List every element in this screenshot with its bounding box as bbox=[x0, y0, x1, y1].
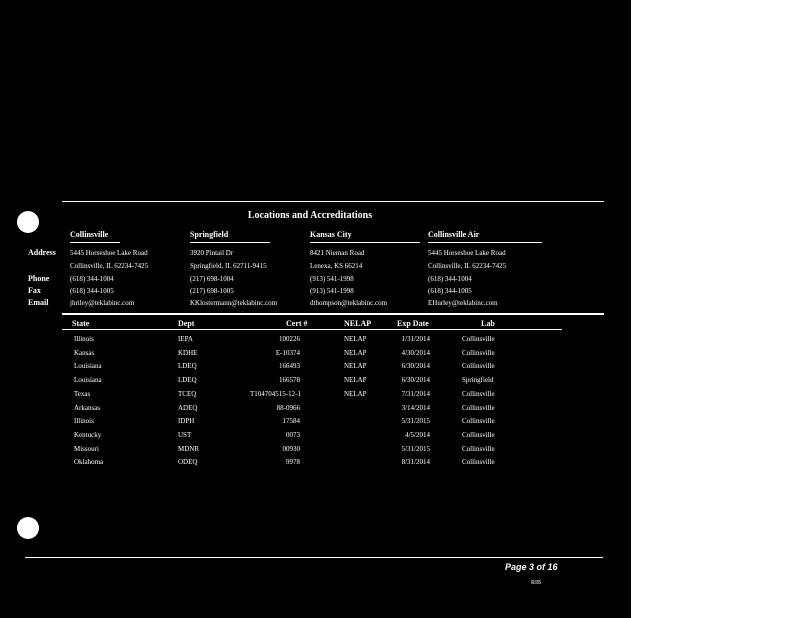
phone-value: (913) 541-1998 bbox=[310, 275, 354, 283]
cell-cert: 0073 bbox=[286, 430, 300, 439]
location-underline bbox=[310, 242, 420, 243]
fax-value: (618) 344-1005 bbox=[70, 287, 114, 295]
footer-code: RIB bbox=[531, 580, 542, 586]
cell-cert: 166578 bbox=[279, 376, 300, 385]
cell-dept: LDEQ bbox=[178, 362, 197, 371]
location-underline bbox=[428, 242, 542, 243]
column-header-dept: Dept bbox=[178, 319, 195, 328]
email-link[interactable]: dthompson@teklabinc.com bbox=[310, 299, 388, 307]
column-header-exp-date: Exp Date bbox=[397, 319, 429, 328]
cell-nelap: NELAP bbox=[344, 348, 367, 357]
cell-lab: Collinsville bbox=[462, 403, 495, 412]
cell-exp-date: 3/14/2014 bbox=[401, 403, 430, 412]
address-line-2: Collinsville, IL 62234-7425 bbox=[428, 262, 507, 270]
email-link[interactable]: EHurley@teklabinc.com bbox=[428, 299, 498, 307]
cell-dept: UST bbox=[178, 430, 192, 439]
row-label-phone: Phone bbox=[28, 274, 50, 283]
cell-state: Missouri bbox=[74, 444, 99, 453]
punch-hole-top bbox=[17, 211, 39, 233]
cell-nelap: NELAP bbox=[344, 389, 367, 398]
cell-state: Louisiana bbox=[74, 362, 102, 371]
cell-exp-date: 8/31/2014 bbox=[401, 458, 430, 467]
address-line-1: 3920 Pintail Dr bbox=[190, 249, 234, 257]
page-number: Page 3 of 16 bbox=[505, 562, 558, 572]
cell-dept: ODEQ bbox=[178, 458, 198, 467]
cell-exp-date: 7/31/2014 bbox=[401, 389, 430, 398]
cell-lab: Collinsville bbox=[462, 444, 495, 453]
cell-cert: 9978 bbox=[286, 458, 300, 467]
cell-lab: Collinsville bbox=[462, 458, 495, 467]
column-header-state: State bbox=[72, 319, 90, 328]
cell-cert: 166493 bbox=[279, 362, 300, 371]
fax-value: (217) 698-1005 bbox=[190, 287, 234, 295]
cell-exp-date: 6/30/2014 bbox=[401, 362, 430, 371]
cell-nelap: NELAP bbox=[344, 335, 367, 343]
location-name: Springfield bbox=[190, 230, 229, 239]
phone-value: (618) 344-1004 bbox=[70, 275, 114, 283]
address-line-1: 5445 Horseshoe Lake Road bbox=[70, 249, 148, 257]
footer-rule bbox=[25, 557, 603, 558]
column-header-cert: Cert # bbox=[286, 319, 308, 328]
punch-hole-bottom bbox=[17, 517, 39, 539]
address-line-2: Springfield, IL 62711-9415 bbox=[190, 262, 267, 270]
cell-exp-date: 5/31/2015 bbox=[401, 444, 430, 453]
cell-cert: 00930 bbox=[282, 444, 300, 453]
cell-state: Illinois bbox=[74, 417, 94, 426]
page-title: Locations and Accreditations bbox=[247, 210, 373, 221]
cell-cert: 88-0966 bbox=[276, 403, 300, 412]
email-link[interactable]: jhriley@teklabinc.com bbox=[70, 299, 135, 307]
row-label-fax: Fax bbox=[28, 286, 41, 295]
cell-exp-date: 4/5/2014 bbox=[405, 430, 430, 439]
cell-cert: 17584 bbox=[282, 417, 300, 426]
cell-exp-date: 5/31/2015 bbox=[401, 417, 430, 426]
cell-state: Oklahoma bbox=[74, 458, 104, 467]
cell-state: Kansas bbox=[74, 348, 95, 357]
cell-nelap: NELAP bbox=[344, 362, 367, 371]
cell-lab: Collinsville bbox=[462, 348, 495, 357]
location-name: Kansas City bbox=[310, 230, 352, 239]
row-label-email: Email bbox=[28, 298, 49, 307]
cell-dept: LDEQ bbox=[178, 376, 197, 385]
cell-lab: Collinsville bbox=[462, 362, 495, 371]
section-divider bbox=[62, 313, 604, 315]
cell-dept: TCEQ bbox=[178, 389, 197, 398]
address-line-2: Lenexa, KS 66214 bbox=[310, 262, 363, 270]
fax-value: (913) 541-1998 bbox=[310, 287, 354, 295]
cell-lab: Collinsville bbox=[462, 389, 495, 398]
cell-state: Arkansas bbox=[74, 403, 101, 412]
cell-cert: E-10374 bbox=[275, 348, 300, 357]
cell-state: Texas bbox=[74, 389, 91, 398]
row-label-address: Address bbox=[28, 248, 56, 257]
cell-lab: Collinsville bbox=[462, 430, 495, 439]
phone-value: (217) 698-1004 bbox=[190, 275, 234, 283]
cell-exp-date: 6/30/2014 bbox=[401, 376, 430, 385]
address-line-2: Collinsville, IL 62234-7425 bbox=[70, 262, 149, 270]
cell-lab: Collinsville bbox=[462, 335, 495, 343]
location-underline bbox=[70, 242, 120, 243]
cell-state: Illinois bbox=[74, 335, 94, 343]
cell-exp-date: 4/30/2014 bbox=[401, 348, 430, 357]
cell-exp-date: 1/31/2014 bbox=[401, 335, 430, 343]
cell-cert: T104704515-12-1 bbox=[250, 389, 301, 398]
cell-cert: 100226 bbox=[279, 335, 300, 343]
phone-value: (618) 344-1004 bbox=[428, 275, 472, 283]
location-name: Collinsville Air bbox=[428, 230, 480, 239]
cell-dept: IDPH bbox=[178, 417, 195, 426]
column-header-lab: Lab bbox=[481, 319, 495, 328]
location-underline bbox=[190, 242, 270, 243]
top-rule bbox=[62, 201, 604, 202]
cell-dept: KDHE bbox=[178, 348, 198, 357]
address-line-1: 8421 Nieman Road bbox=[310, 249, 365, 257]
column-header-nelap: NELAP bbox=[344, 319, 372, 328]
email-link[interactable]: KKlostermann@teklabinc.com bbox=[190, 299, 278, 307]
fax-value: (618) 344-1005 bbox=[428, 287, 472, 295]
table-header-rule bbox=[62, 329, 562, 330]
cell-dept: ADEQ bbox=[178, 403, 198, 412]
cell-nelap: NELAP bbox=[344, 376, 367, 385]
location-name: Collinsville bbox=[70, 230, 109, 239]
cell-dept: IEPA bbox=[178, 335, 193, 343]
cell-state: Kentucky bbox=[74, 430, 102, 439]
cell-dept: MDNR bbox=[178, 444, 200, 453]
address-line-1: 5445 Horseshoe Lake Road bbox=[428, 249, 506, 257]
cell-lab: Springfield bbox=[462, 376, 494, 385]
cell-state: Louisiana bbox=[74, 376, 102, 385]
cell-lab: Collinsville bbox=[462, 417, 495, 426]
